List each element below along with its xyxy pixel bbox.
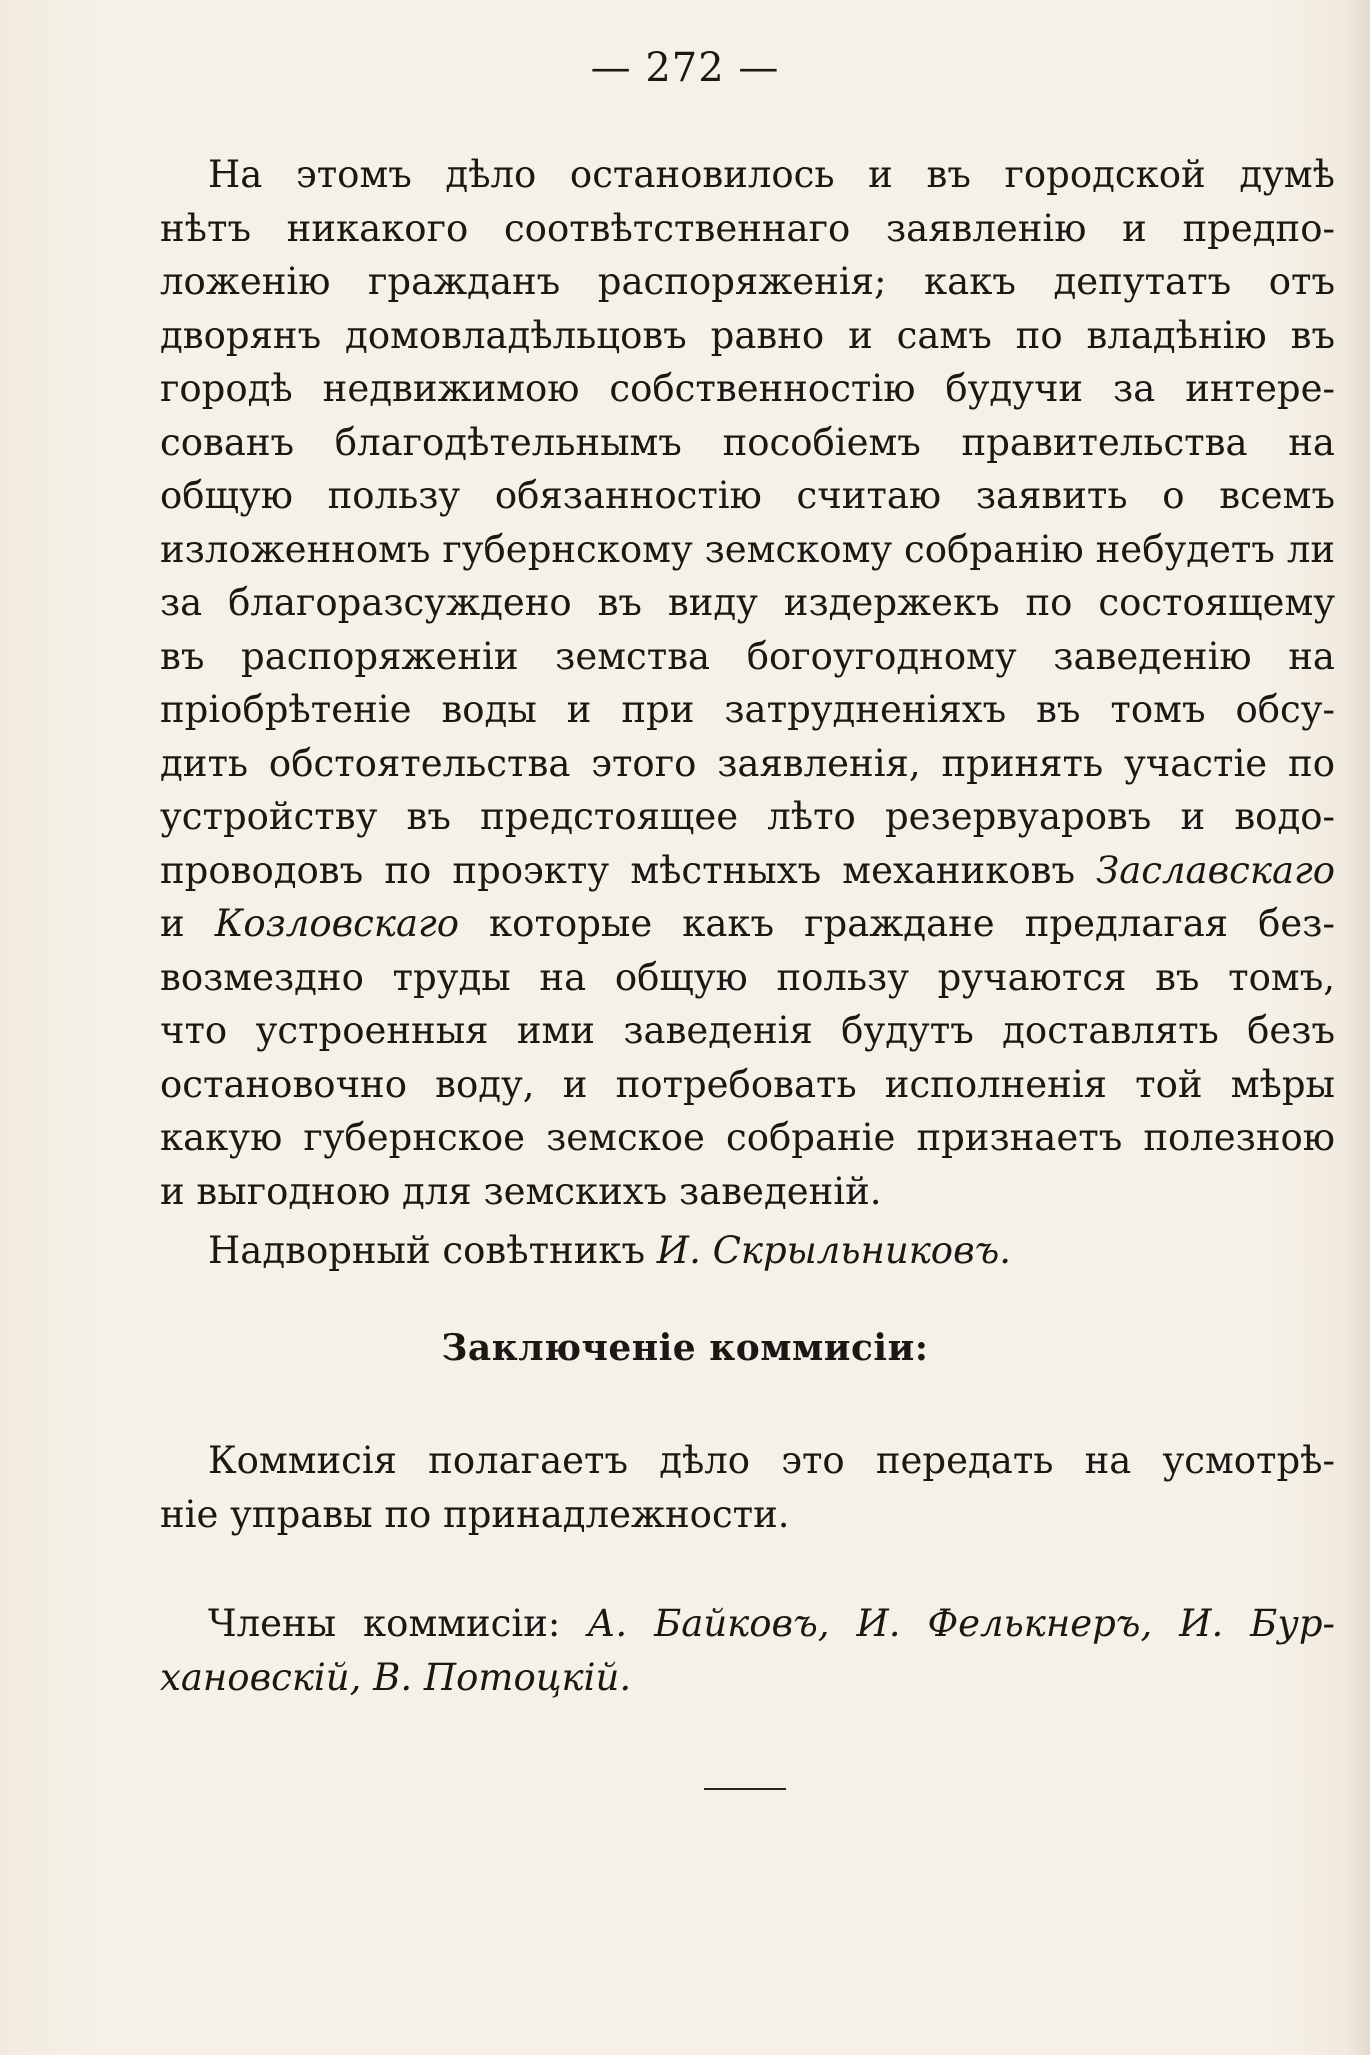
members-line	[160, 1597, 1335, 1651]
text-line: нѣтъ никакого соотвѣтственнаго заявленію и предпо-	[160, 206, 1335, 250]
text-line: и выгодною для земскихъ заведеній.	[160, 1169, 882, 1213]
text-line: пріобрѣтеніе воды и при затрудненіяхъ въ томъ обсу-	[160, 688, 1335, 731]
text-line-with-name	[160, 844, 1335, 898]
signature-title: Надворный совѣтникъ	[208, 1229, 646, 1272]
text-line: въ распоряженіи земства богоугодному заведенію на	[160, 634, 1335, 678]
text-line: Коммисія полагаетъ дѣло это передать на усмотрѣ-	[208, 1439, 1335, 1482]
text-line: общую пользу обязанностію считаю заявить о всемъ	[160, 474, 1335, 517]
signature	[208, 1224, 1011, 1278]
mechanic-name-kozlovsky: Козловскаго	[214, 902, 460, 945]
text-line: дворянъ домовладѣльцовъ равно и самъ по владѣнію въ	[160, 313, 1335, 357]
text-line: возмездно труды на общую пользу ручаются въ томъ,	[160, 955, 1335, 999]
mechanic-name-zaslavsky: Заславскаго	[1096, 848, 1335, 892]
text-line: какую губернское земское собраніе признаетъ полезною	[160, 1116, 1335, 1159]
members-line	[160, 1651, 1335, 1705]
text-line: ложенію гражданъ распоряженія; какъ депутатъ отъ	[160, 260, 1335, 303]
end-divider	[704, 1788, 786, 1790]
signature-name: И. Скрыльниковъ.	[656, 1229, 1012, 1272]
member-name: А. Байковъ,	[587, 1602, 830, 1645]
text-line: На этомъ дѣло остановилось и въ городской думѣ	[208, 153, 1335, 196]
text-line: дить обстоятельства этого заявленія, принять участіе по	[160, 741, 1335, 785]
members-label: Члены коммисіи:	[208, 1602, 561, 1645]
text-line: городѣ недвижимою собственностію будучи за интере-	[160, 367, 1335, 410]
text-line: что устроенныя ими заведенія будутъ доставлять безъ	[160, 1009, 1335, 1052]
text-line-with-name	[160, 897, 1335, 951]
page-number: — 272 —	[590, 45, 780, 91]
text-segment: и	[160, 902, 185, 945]
text-line: устройству въ предстоящее лѣто резервуаровъ и водо-	[160, 795, 1335, 838]
member-name: И. Фелькнеръ,	[856, 1602, 1153, 1645]
commission-members	[160, 1597, 1335, 1704]
text-line: изложенномъ губернскому земскому собранію небудетъ ли	[160, 527, 1335, 571]
text-segment: которые какъ граждане предлагая без-	[489, 902, 1335, 945]
text-line: ніе управы по принадлежности.	[160, 1492, 790, 1536]
member-name: И. Бур-	[1179, 1602, 1336, 1645]
section-heading: Заключеніе коммисіи:	[441, 1327, 929, 1369]
text-line: остановочно воду, и потребовать исполненія той мѣры	[160, 1062, 1335, 1106]
member-name: В. Потоцкій.	[373, 1655, 632, 1699]
conclusion-paragraph	[160, 1434, 1335, 1541]
member-name: хановскій,	[160, 1655, 362, 1699]
page-edge-shadow	[1346, 0, 1370, 2055]
text-line: за благоразсуждено въ виду издержекъ по состоящему	[160, 581, 1335, 624]
text-line: сованъ благодѣтельнымъ пособіемъ правительства на	[160, 420, 1335, 464]
main-paragraph	[160, 148, 1335, 1218]
text-segment: проводовъ по проэкту мѣстныхъ механиковъ	[160, 848, 1075, 892]
